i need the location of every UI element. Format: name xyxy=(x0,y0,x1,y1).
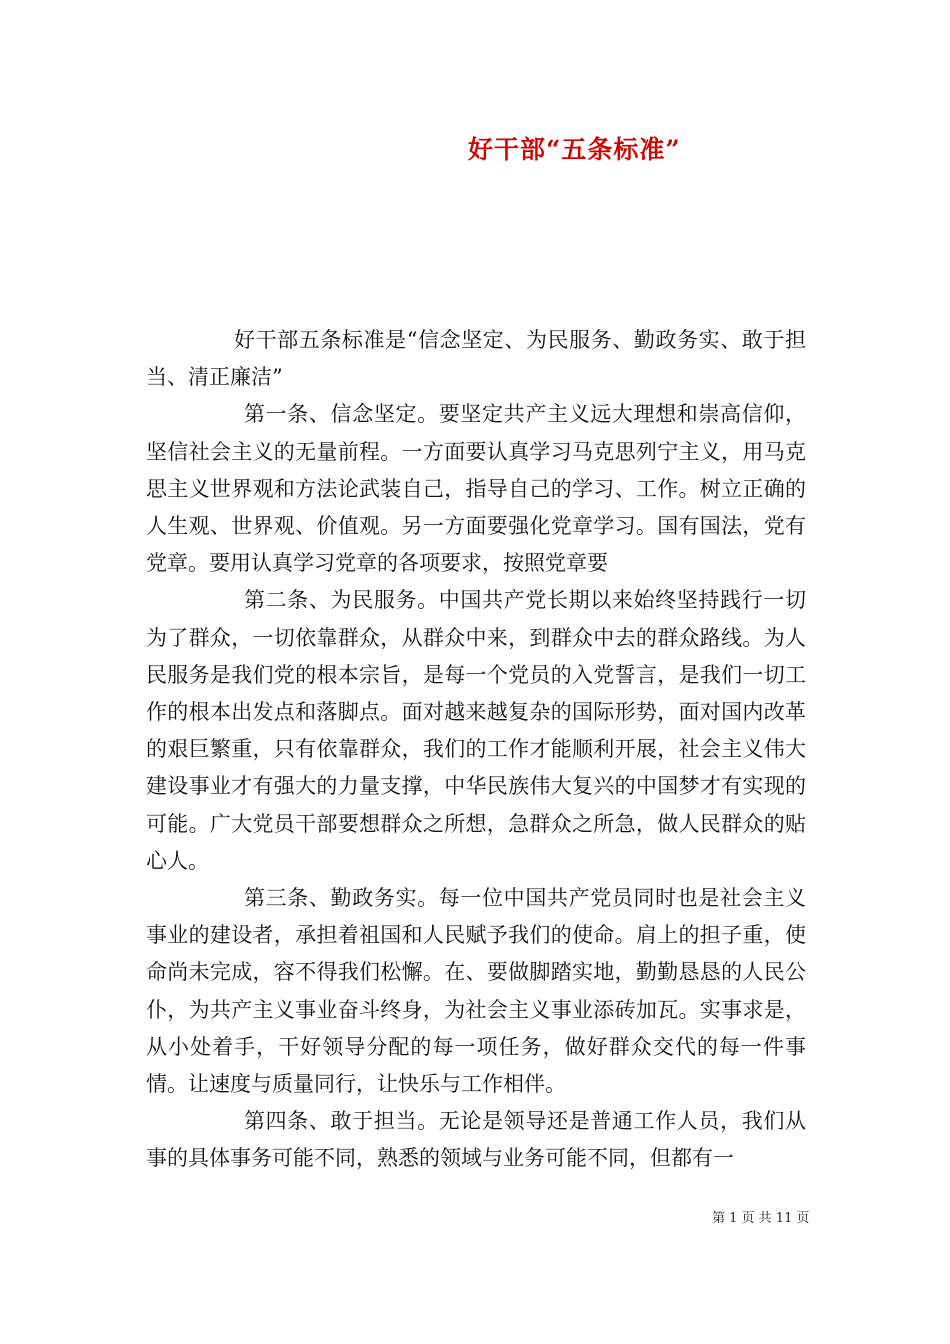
paragraph-article-1: 第一条、信念坚定。要坚定共产主义远大理想和崇高信仰，坚信社会主义的无量前程。一方面要认真学习马克思列宁主义，用马克思主义世界观和方法论武装自己，指导自己的学习、工作。树立正确的人生观、世界观、价值观。另一方面要强化党章学习。国有国法，党有党章。要用认真学习党章的各项要求，按照党章要 xyxy=(146,402,806,576)
paragraph-intro: 好干部五条标准是“信念坚定、为民服务、勤政务实、敢于担当、清正廉洁” xyxy=(146,328,806,390)
paragraph-article-4: 第四条、敢于担当。无论是领导还是普通工作人员，我们从事的具体事务可能不同，熟悉的领域与业务可能不同，但都有一 xyxy=(146,1109,806,1171)
document-body xyxy=(146,322,806,1178)
paragraph-article-3: 第三条、勤政务实。每一位中国共产党员同时也是社会主义事业的建设者，承担着祖国和人民赋予我们的使命。肩上的担子重，使命尚未完成，容不得我们松懈。在、要做脚踏实地，勤勤恳恳的人民公仆，为共产主义事业奋斗终身，为社会主义事业添砖加瓦。实事求是，从小处着手，干好领导分配的每一项任务，做好群众交代的每一件事情。让速度与质量同行，让快乐与工作相伴。 xyxy=(146,886,806,1097)
paragraph-article-2: 第二条、为民服务。中国共产党长期以来始终坚持践行一切为了群众，一切依靠群众，从群众中来，到群众中去的群众路线。为人民服务是我们党的根本宗旨，是每一个党员的入党誓言，是我们一切工作的根本出发点和落脚点。面对越来越复杂的国际形势，面对国内改革的艰巨繁重，只有依靠群众，我们的工作才能顺利开展，社会主义伟大建设事业才有强大的力量支撑，中华民族伟大复兴的中国梦才有实现的可能。广大党员干部要想群众之所想，急群众之所急，做人民群众的贴心人。 xyxy=(146,588,806,873)
page-number-footer: 第 1 页 共 11 页 xyxy=(712,1211,810,1226)
document-title: 好干部“五条标准” xyxy=(468,135,681,164)
